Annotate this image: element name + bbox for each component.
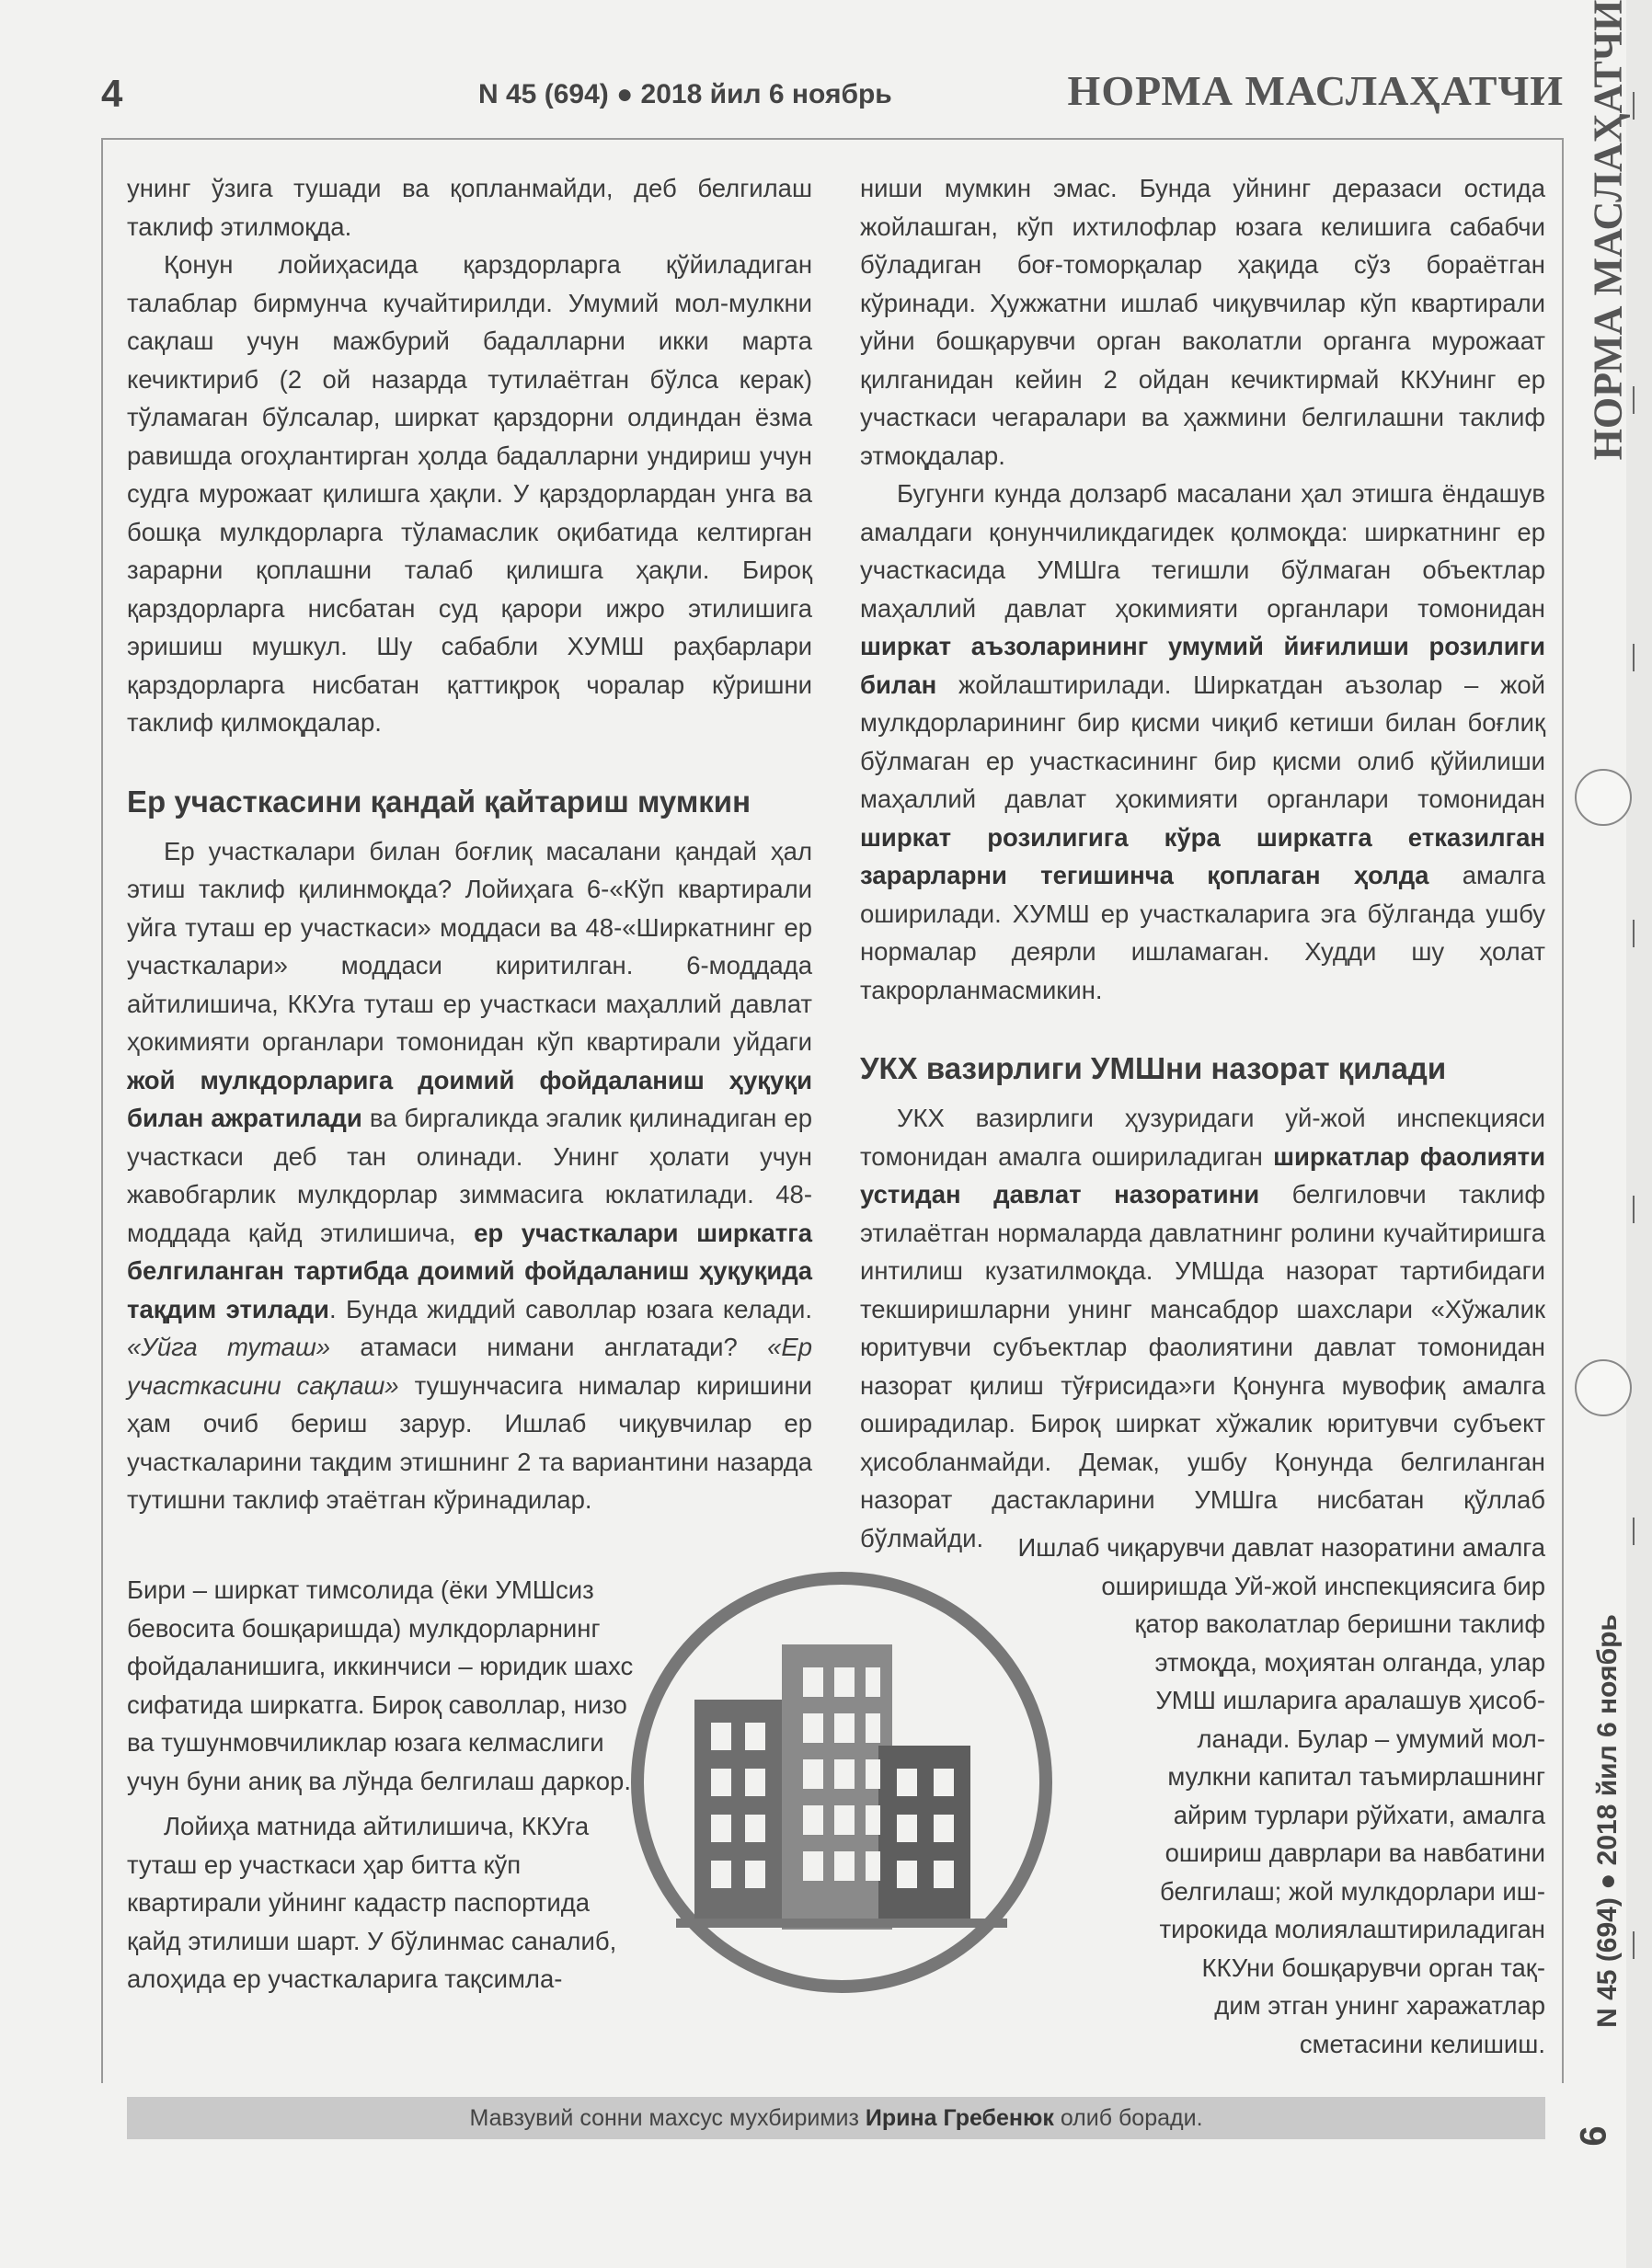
side-title: НОРМА МАСЛАҲАТЧИ	[1585, 0, 1631, 461]
credit-bar	[127, 2097, 1545, 2139]
text-line: сметасини келишиш.	[1299, 2029, 1545, 2058]
paragraph: Ер участкалари билан боғлиқ масалани қандай ҳал этиш таклиф қилинмоқда? Лойиҳага 6-«Кўп квартирали уйга туташ ер участкаси» моддаси ва 48-«Ширкатнинг ер участкалари» моддаси киритилган. 6-моддада айтилишича, ККУга туташ ер участкаси маҳаллий давлат ҳокимияти органлари томонидан кўп квартирали уйдаги жой мулкдорларига доимий фойдаланиш ҳуқуқи билан ажратилади ва биргаликда эгалик қилинадиган ер участкаси деб тан олинади. Унинг ҳолати учун жавобгарлик мулкдорлар зиммасига юклатилади. 48-моддада қайд этилишича, ер участкалари ширкатга белгиланган тартибда доимий фойдаланиш ҳуқуқида тақдим этилади. Бунда жиддий саволлар юзага келади. «Уйга туташ» атамаси нимани англатади? «Ер участкасини сақлаш» тушунчасига нималар киришини ҳам очиб бериш зарур. Ишлаб чиқувчилар ер участкаларини тақдим этишнинг 2 та вариантини назарда тутишни таклиф этаётган кўринадилар.	[127, 836, 813, 1514]
buildings-illustration	[621, 1562, 1062, 2003]
text-line: тирокида молиялаштириладиган	[1159, 1915, 1545, 1943]
text-line: ККУни бошқарувчи орган тақ-	[1201, 1953, 1545, 1982]
text-line: ланади. Булар – умумий мол-	[1197, 1724, 1545, 1753]
page-header	[101, 55, 1564, 138]
text-line: қатор ваколатлар беришни таклиф	[1134, 1609, 1545, 1638]
issue-info: N 45 (694) ● 2018 йил 6 ноябрь	[478, 79, 892, 109]
text-line: оширишда Уй-жой инспекциясига бир	[1101, 1571, 1545, 1600]
text-line: айрим турлари рўйхати, амалга	[1173, 1800, 1545, 1829]
page-number: 4	[101, 72, 123, 115]
text-line: ошириш даврлари ва навбатини	[1164, 1838, 1545, 1867]
edge-mark	[1633, 644, 1635, 671]
paragraph: УКХ вазирлиги ҳузуридаги уй-жой инспекцияси томонидан амалга ошириладиган ширкатлар фаолияти устидан давлат назоратини белгиловчи таклиф этилаётган нормаларда давлатнинг ролини кучайтиришга интилиш кузатилмоқда. УМШда назорат тартибидаги текширишларни унинг мансабдор шахслари «Хўжалик юритувчи субъектлар фаолиятини давлат томонидан назорат қилиш тўғрисида»ги Қонунга мувофиқ амалга оширадилар. Бироқ ширкат хўжалик юритувчи субъект ҳисобланмайди. Демак, ушбу Қонунда белгиланган назорат дастакларини УМШга нисбатан қўллаб бўлмайди.	[860, 1104, 1546, 1552]
left-wrap-text	[127, 1571, 642, 1999]
binder-hole	[1575, 769, 1632, 826]
paragraph: Қонун лойиҳасида қарздорларга қўйиладиган талаблар бирмунча кучайтирилди. Умумий мол-мулкни сақлаш учун мажбурий бадалларни икки марта кечиктириб (2 ой назарда тутилаётган бўлса керак) тўламаган бўлсалар, ширкат қарздорни олдиндан ёзма равишда огоҳлантирган ҳолда бадалларни ундириш учун судга мурожаат қилишга ҳақли. У қарздорлардан унга ва бошқа мулкдорларга тўламаслик оқибатида келтирган зарарни қоплашни талаб қилишга ҳақли. Бироқ қарздорларга нисбатан суд қарори ижро этилишига эришиш мушкул. Шу сабабли ХУМШ раҳбарлари қарздорларга нисбатан қаттиқроқ чоралар кўришни таклиф қилмоқдалар.	[127, 250, 812, 737]
author-credit: Мавзувий сонни махсус мухбиримиз Ирина Гребенюк олиб боради.	[469, 2105, 1203, 2131]
text-line: Ишлаб чиқарувчи давлат назоратини амалга	[1017, 1533, 1545, 1562]
edge-mark	[1633, 386, 1635, 414]
subheading: Ер участкасини қандай қайтариш мумкин	[127, 784, 751, 819]
text-line: этмоқда, моҳиятан олганда, улар	[1154, 1647, 1545, 1677]
right-column	[860, 169, 1545, 1557]
side-issue-info: N 45 (694) ● 2018 йил 6 ноябрь	[1592, 1614, 1623, 2028]
edge-mark	[1633, 92, 1635, 120]
edge-mark	[1633, 920, 1635, 947]
paragraph: Бугунги кунда долзарб масалани ҳал этишга ёндашув амалдаги қонунчиликдагидек қолмоқда: ширкатнинг ер участкасида УМШга тегишли бўлмаган объектлар маҳаллий давлат ҳокимияти органлари томонидан ширкат аъзоларининг умумий йиғилиши розилиги билан жойлаштирилади. Ширкатдан аъзолар – жой мулкдорларининг бир қисми чиқиб кетиши билан боғлиқ бўлмаган ер участкасининг бир қисми олиб қўйилиши маҳаллий давлат ҳокимияти органлари томонидан ширкат розилигига кўра ширкатга етказилган зарарларни тегишинча қоплаган ҳолда амалга оширилади. ХУМШ ер участкаларига эга бўлганда ушбу нормалар деярли ишламаган. Худди шу ҳолат такрорланмасмикин.	[860, 479, 1546, 1004]
text-line: дим этган унинг харажатлар	[1214, 1991, 1545, 2020]
left-column	[127, 169, 812, 1519]
edge-mark	[1633, 1196, 1635, 1223]
subheading: УКХ вазирлиги УМШни назорат қилади	[860, 1051, 1447, 1085]
text-line: мулкни капитал таъмирлашнинг	[1167, 1762, 1545, 1791]
text-line: УМШ ишларига аралашув ҳисоб-	[1155, 1686, 1545, 1714]
edge-mark	[1633, 1518, 1635, 1545]
paragraph: Бири – ширкат тимсолида (ёки УМШсиз бевосита бошқаришда) мулкдорларнинг фойдаланишига, иккинчиси – юридик шахс сифатида ширкатга. Бироқ саволлар, низо ва тушунмовчиликлар юзага келмаслиги учун буни аниқ ва лўнда белгилаш даркор.	[127, 1575, 634, 1795]
paragraph: унинг ўзига тушади ва қопланмайди, деб белгилаш таклиф этилмоқда.	[127, 174, 812, 241]
paragraph: Лойиҳа матнида айтилишича, ККУга туташ ер участкаси ҳар битта кўп квартирали уйнинг кадастр паспортида қайд этилиши шарт. У бўлинмас саналиб, алоҳида ер участкаларига тақсимла-	[127, 1812, 617, 1993]
paragraph: ниши мумкин эмас. Бунда уйнинг деразаси остида жойлашган, кўп ихтилофлар юзага келишига сабабчи бўладиган боғ-томорқалар ҳақида сўз бораётган кўринади. Ҳужжатни ишлаб чиқувчилар кўп квартирали уйни бошқарувчи орган ваколатли органга мурожаат қилганидан кейин 2 ойдан кечиктирмай ККУнинг ер участкаси чегаралари ва ҳажмини белгилашни таклиф этмоқдалар.	[860, 174, 1545, 470]
side-page-number: 6	[1573, 2125, 1614, 2147]
edge-mark	[1633, 1931, 1635, 1959]
binder-hole	[1575, 1359, 1632, 1416]
newspaper-title: НОРМА МАСЛАҲАТЧИ	[1067, 67, 1564, 114]
text-line: белгилаш; жой мулкдорлари иш-	[1160, 1876, 1545, 1906]
